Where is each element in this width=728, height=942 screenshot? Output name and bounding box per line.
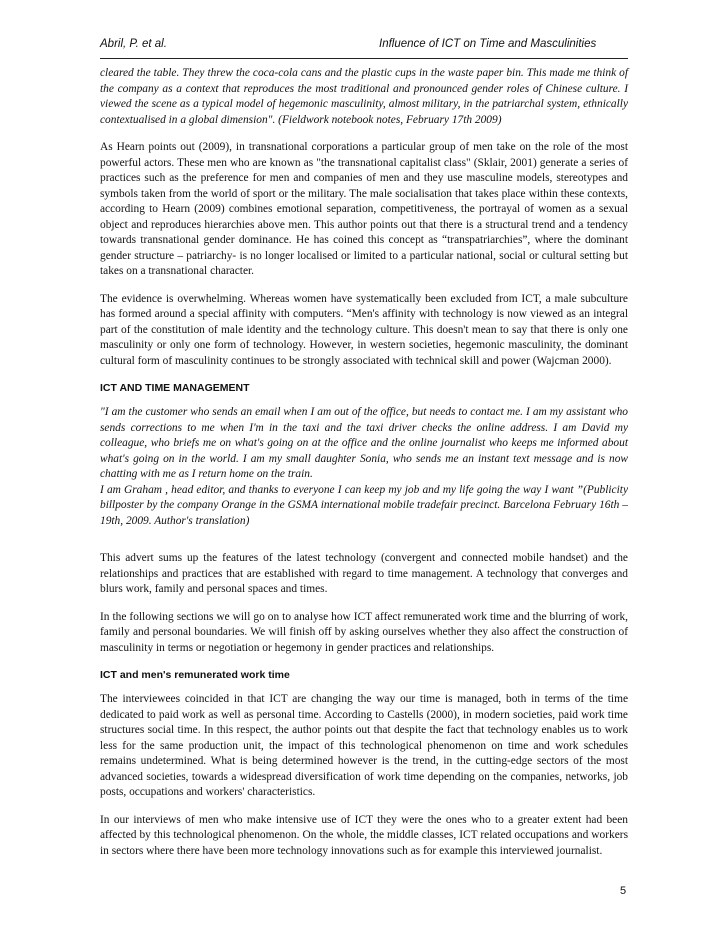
header-author: Abril, P. et al. xyxy=(100,38,167,50)
section-heading-ict-time: ICT AND TIME MANAGEMENT xyxy=(100,382,250,394)
fieldwork-quote: cleared the table. They threw the coca-cola cans and the plastic cups in the waste paper bin. This made me think of the company as a context that reproduces the most traditional and pronounced gender roles of Chinese culture. I viewed the scene as a typical model of hegemonic masculinity, almost military, in the patriarchal system, ethnically contextualised in a global dimension". (Fieldwork notebook notes, February 17th 2009) xyxy=(100,67,628,126)
running-header xyxy=(100,38,628,54)
advert-quote-part1: "I am the customer who sends an email when I am out of the office, but needs to contact me. I am my assistant who sends corrections to me when I'm in the taxi and the taxi driver checks the online address. I am David my colleague, who briefs me on what's going on at the office and the online journalist who keeps me informed about what's going on in the world. I am my small daughter Sonia, who sends me an instant text message and is now chatting with me as I return home on the train. xyxy=(100,406,628,480)
subsection-heading-work-time: ICT and men's remunerated work time xyxy=(100,669,290,681)
paragraph-interviewees: The interviewees coincided in that ICT are changing the way our time is managed, both in terms of the time dedicated to paid work as well as personal time. According to Castells (2000), in modern societies, paid work time structures social time. In this respect, the author points out that despite the fact that technology enables us to work less for the same production unit, the impact of this technological phenomenon on time and work schedules remains undetermined. What is being determined however is the trend, in the cutting-edge sectors of the most advanced societies, towards a widespread diversification of work time depending on the companies, networks, job posts, occupations and workers' characteristics. xyxy=(100,693,628,798)
paragraph-interviews: In our interviews of men who make intensive use of ICT they were the ones who to a greater extent had been affected by this technological phenomenon. On the whole, the middle classes, ICT related occupations and workers in sectors where there have been more technology innovations such as for example this interviewed journalist. xyxy=(100,813,628,857)
paragraph-following-sections: In the following sections we will go on to analyse how ICT affect remunerated work time and the blurring of work, family and personal boundaries. We will finish off by asking ourselves whether they also affect the construction of masculinity in terms or negotiation or hegemony in gender practices and relationships. xyxy=(100,610,628,654)
paragraph-advert-summary: This advert sums up the features of the latest technology (convergent and connected mobile handset) and the relationships and practices that are established with regard to time management. A technology that converges and blurs work, family and personal spaces and times. xyxy=(100,552,628,595)
advert-quote xyxy=(100,405,628,529)
paragraph-hearn: As Hearn points out (2009), in transnational corporations a particular group of men take on the role of the most powerful actors. These men who are known as "the transnational capitalist class" (Sklair, 2001) generate a series of practices such as the preference for men and companies of men and they use masculine models, stereotypes and symbols taken from the world of sport or the military. The male socialisation that takes place within these contexts, according to Hearn (2009) combines emotional separation, competitiveness, the portrayal of women as a sexual object and reproduces hierarchies above men. This author points out that there is a structural trend and a tendency towards transnational gender dominance. He has coined this concept as “transpatriarchies”, where the dominant gender structure – patriarchy- is no longer localised or limited to a particular national, social or cultural setting but takes on a transnational character. xyxy=(100,141,628,277)
spacer xyxy=(100,541,628,551)
advert-quote-part2: I am Graham , head editor, and thanks to everyone I can keep my job and my life going the way I want ”(Publicity billposter by the company Orange in the GSMA international mobile tradefair precinct. Barcelona February 16th – 19th, 2009. Author's translation) xyxy=(100,483,628,527)
page-number: 5 xyxy=(620,885,627,897)
header-title: Influence of ICT on Time and Masculinities xyxy=(379,38,597,50)
paragraph-evidence: The evidence is overwhelming. Whereas women have systematically been excluded from ICT, a male subculture has formed around a special affinity with computers. “Men's affinity with technology is now viewed as an integral part of the constitution of male identity and the technology culture. This doesn't mean to say that there is only one masculinity or only one form of technology. However, in western societies, hegemonic masculinity, the dominant cultural form of masculinity continues to be strongly associated with technical skill and power (Wajcman 2000). xyxy=(100,292,628,367)
header-rule xyxy=(100,58,628,59)
page-body xyxy=(100,66,628,871)
